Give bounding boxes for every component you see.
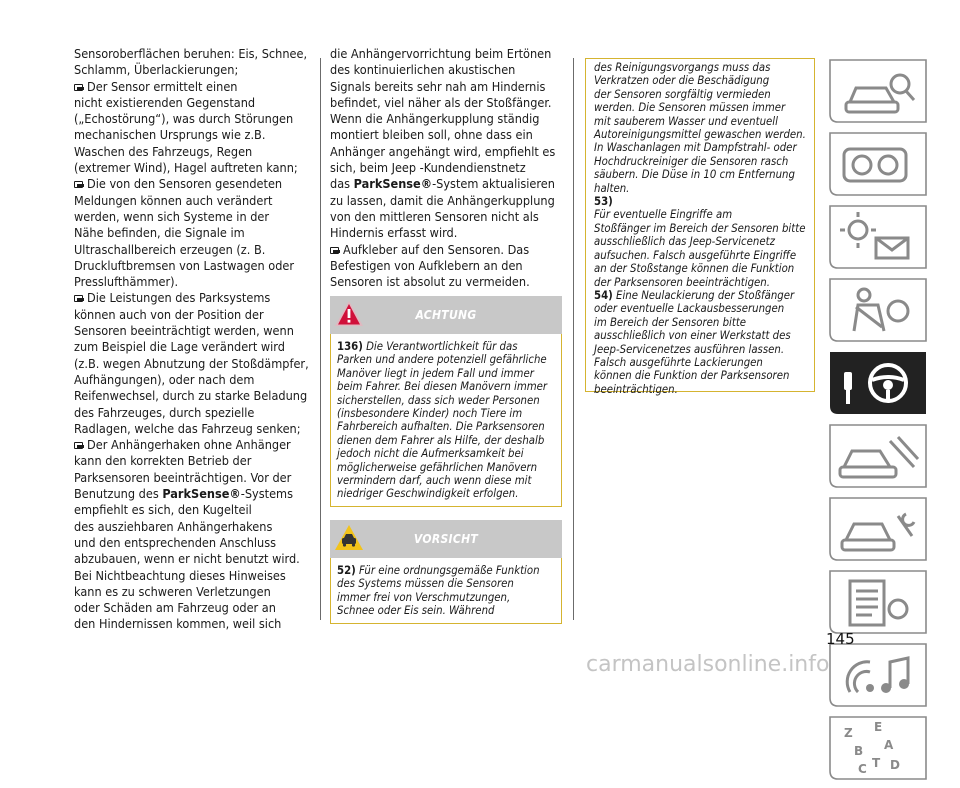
text-column-2: die Anhängervorrichtung beim Ertönen des kontinuierlichen akustischen Signals bereits sehr nah am Hindernis befindet, viel näher als der Stoßfänger. Wenn die Anhängerkupplung ständig montiert bleiben soll, ohne dass ein Anhänger angehängt wird, empfiehlt es sich, beim Jeep -Kundendienstnetz das ParkSense®-System aktualisieren zu lassen, damit die Anhängerkupplung von den mittleren Sensoren nicht als Hindernis erfasst wird. Aufkleber auf den Sensoren. Das Befestigen von Aufklebern an den Sensoren ist absolut zu vermeiden.	[330, 46, 556, 290]
bullet-item: Die von den Sensoren gesendeten Meldungen können auch verändert werden, wenn sich Systeme in der Nähe befinden, die Signale im Ultraschallbereich erzeugen (z. B. Druckluftbremsen von Lastwagen oder Presslufthämmer).	[74, 176, 295, 290]
reference-number: 53)	[594, 195, 613, 209]
safety-seatbelt-icon	[828, 277, 928, 343]
bullet-item: Der Anhängerhaken ohne Anhänger kann den korrekten Betrieb der Parksensoren beeinträchtigen. Vor der Benutzung des ParkSense®-Systems empfiehlt es sich, den Kugelteil des ausziehbaren Anhängerhakens und den entsprechenden Anschluss abzubauen, wenn er nicht benutzt wird. Bei Nichtbeachtung dieses Hinweises kann es zu schweren Verletzungen oder Schäden am Fahrzeug oder an den Hindernissen kommen, weil sich	[74, 437, 300, 632]
bullet-icon	[74, 181, 83, 188]
text-column-1	[74, 46, 312, 633]
index-icon	[828, 715, 928, 781]
watermark: carmanualsonline.info	[586, 652, 830, 677]
warning-header	[330, 296, 562, 334]
tab-dashboard[interactable]	[828, 131, 928, 197]
bullet-icon	[74, 442, 83, 449]
warning-title: ACHTUNG	[415, 308, 477, 322]
intro-lines: Sensoroberflächen beruhen: Eis, Schnee, Schlamm, Überlackierungen;	[74, 46, 308, 78]
bullet-item: Die Leistungen des Parksystems können auch von der Position der Sensoren beeinträchtigt werden, wenn zum Beispiel die Lage verändert wird (z.B. wegen Abnutzung der Stoßdämpfer, Aufhängungen), oder nach dem Reifenwechsel, durch zu starke Beladung des Fahrzeuges, durch spezielle Radlagen, welche das Fahrzeug senken;	[74, 290, 309, 436]
bullet-icon	[74, 84, 83, 91]
car-service-icon	[828, 496, 928, 562]
multimedia-icon	[828, 642, 928, 708]
index-letter: C	[858, 762, 867, 776]
tab-lights-messages[interactable]	[828, 204, 928, 270]
car-emergency-icon	[828, 423, 928, 489]
chapter-tabs	[828, 58, 928, 788]
warning-text: 136) Die Verantwortlichkeit für das Parken und andere potenziell gefährliche Manöver liegt in jedem Fall und immer beim Fahrer. Bei diesen Manövern immer sicherstellen, dass sich weder Personen (insbesondere Kinder) noch Tiere im Fahrbereich aufhalten. Die Parksensoren dienen dem Fahrer als Hilfe, der deshalb jedoch nicht die Aufmerksamkeit bei möglicherweise gefährlichen Manövern vermindern darf, auch wenn diese mit niedriger Geschwindigkeit erfolgen.	[330, 334, 562, 507]
page-number: 145	[826, 630, 855, 648]
index-letter: T	[872, 756, 881, 770]
caution-box	[330, 520, 562, 624]
tab-emergency[interactable]	[828, 423, 928, 489]
index-letter: Z	[844, 726, 853, 740]
brand-name: ParkSense®	[162, 486, 241, 502]
bullet-icon	[74, 295, 83, 302]
lights-message-icon	[828, 204, 928, 270]
tab-servicing[interactable]	[828, 496, 928, 562]
tab-knowing-vehicle[interactable]	[828, 58, 928, 124]
reference-number: 136)	[337, 340, 363, 353]
index-letter: D	[890, 758, 900, 772]
tab-technical-data[interactable]	[828, 569, 928, 635]
column-divider	[320, 58, 321, 620]
caution-title: VORSICHT	[413, 532, 479, 546]
car-search-icon	[828, 58, 928, 124]
caution-header	[330, 520, 562, 558]
caution-text: 52) Für eine ordnungsgemäße Funktion des Systems müssen die Sensoren immer frei von Verschmutzungen, Schnee oder Eis sein. Während	[330, 558, 562, 624]
tab-multimedia[interactable]	[828, 642, 928, 708]
index-letter: A	[884, 738, 894, 752]
reference-number: 52)	[337, 564, 356, 577]
column-divider	[573, 58, 574, 620]
warning-box	[330, 296, 562, 507]
car-dashboard-icon	[828, 131, 928, 197]
steering-key-icon	[828, 350, 928, 416]
brand-name: ParkSense®	[353, 176, 433, 192]
bullet-icon	[330, 247, 339, 254]
reference-number: 54)	[594, 288, 613, 302]
index-letter: B	[854, 744, 864, 758]
index-letter: E	[874, 720, 883, 734]
tab-safety[interactable]	[828, 277, 928, 343]
caution-continuation-box: des Reinigungsvorgangs muss das Verkratzen oder die Beschädigung der Sensoren sorgfältig vermieden werden. Die Sensoren müssen immer mit sauberem Wasser und eventuell Autoreinigungsmittel gewaschen werden. In Waschanlagen mit Dampfstrahl- oder Hochdruckreiniger die Sensoren rasch säubern. Die Düse in 10 cm Entfernung halten. 53) Für eventuelle Eingriffe am Stoßfänger im Bereich der Sensoren bitte ausschließlich das Jeep-Servicenetz aufsuchen. Falsch ausgeführte Eingriffe an der Stoßstange können die Funktion der Parksensoren beeinträchtigen. 54) Eine Neulackierung der Stoßfänger oder eventuelle Lackausbesserungen im Bereich der Sensoren bitte ausschließlich von einer Werkstatt des Jeep-Servicenetzes ausführen lassen. Falsch ausgeführte Lackierungen können die Funktion der Parksensoren beeinträchtigen.	[585, 58, 815, 392]
tab-index[interactable]	[828, 715, 928, 781]
bullet-item: Der Sensor ermittelt einen nicht existierenden Gegenstand („Echostörung“), was durch Störungen mechanischen Ursprungs wie z.B. Waschen des Fahrzeugs, Regen (extremer Wind), Hagel auftreten kann;	[74, 78, 298, 176]
technical-data-icon	[828, 569, 928, 635]
tab-starting-driving[interactable]	[828, 350, 928, 416]
